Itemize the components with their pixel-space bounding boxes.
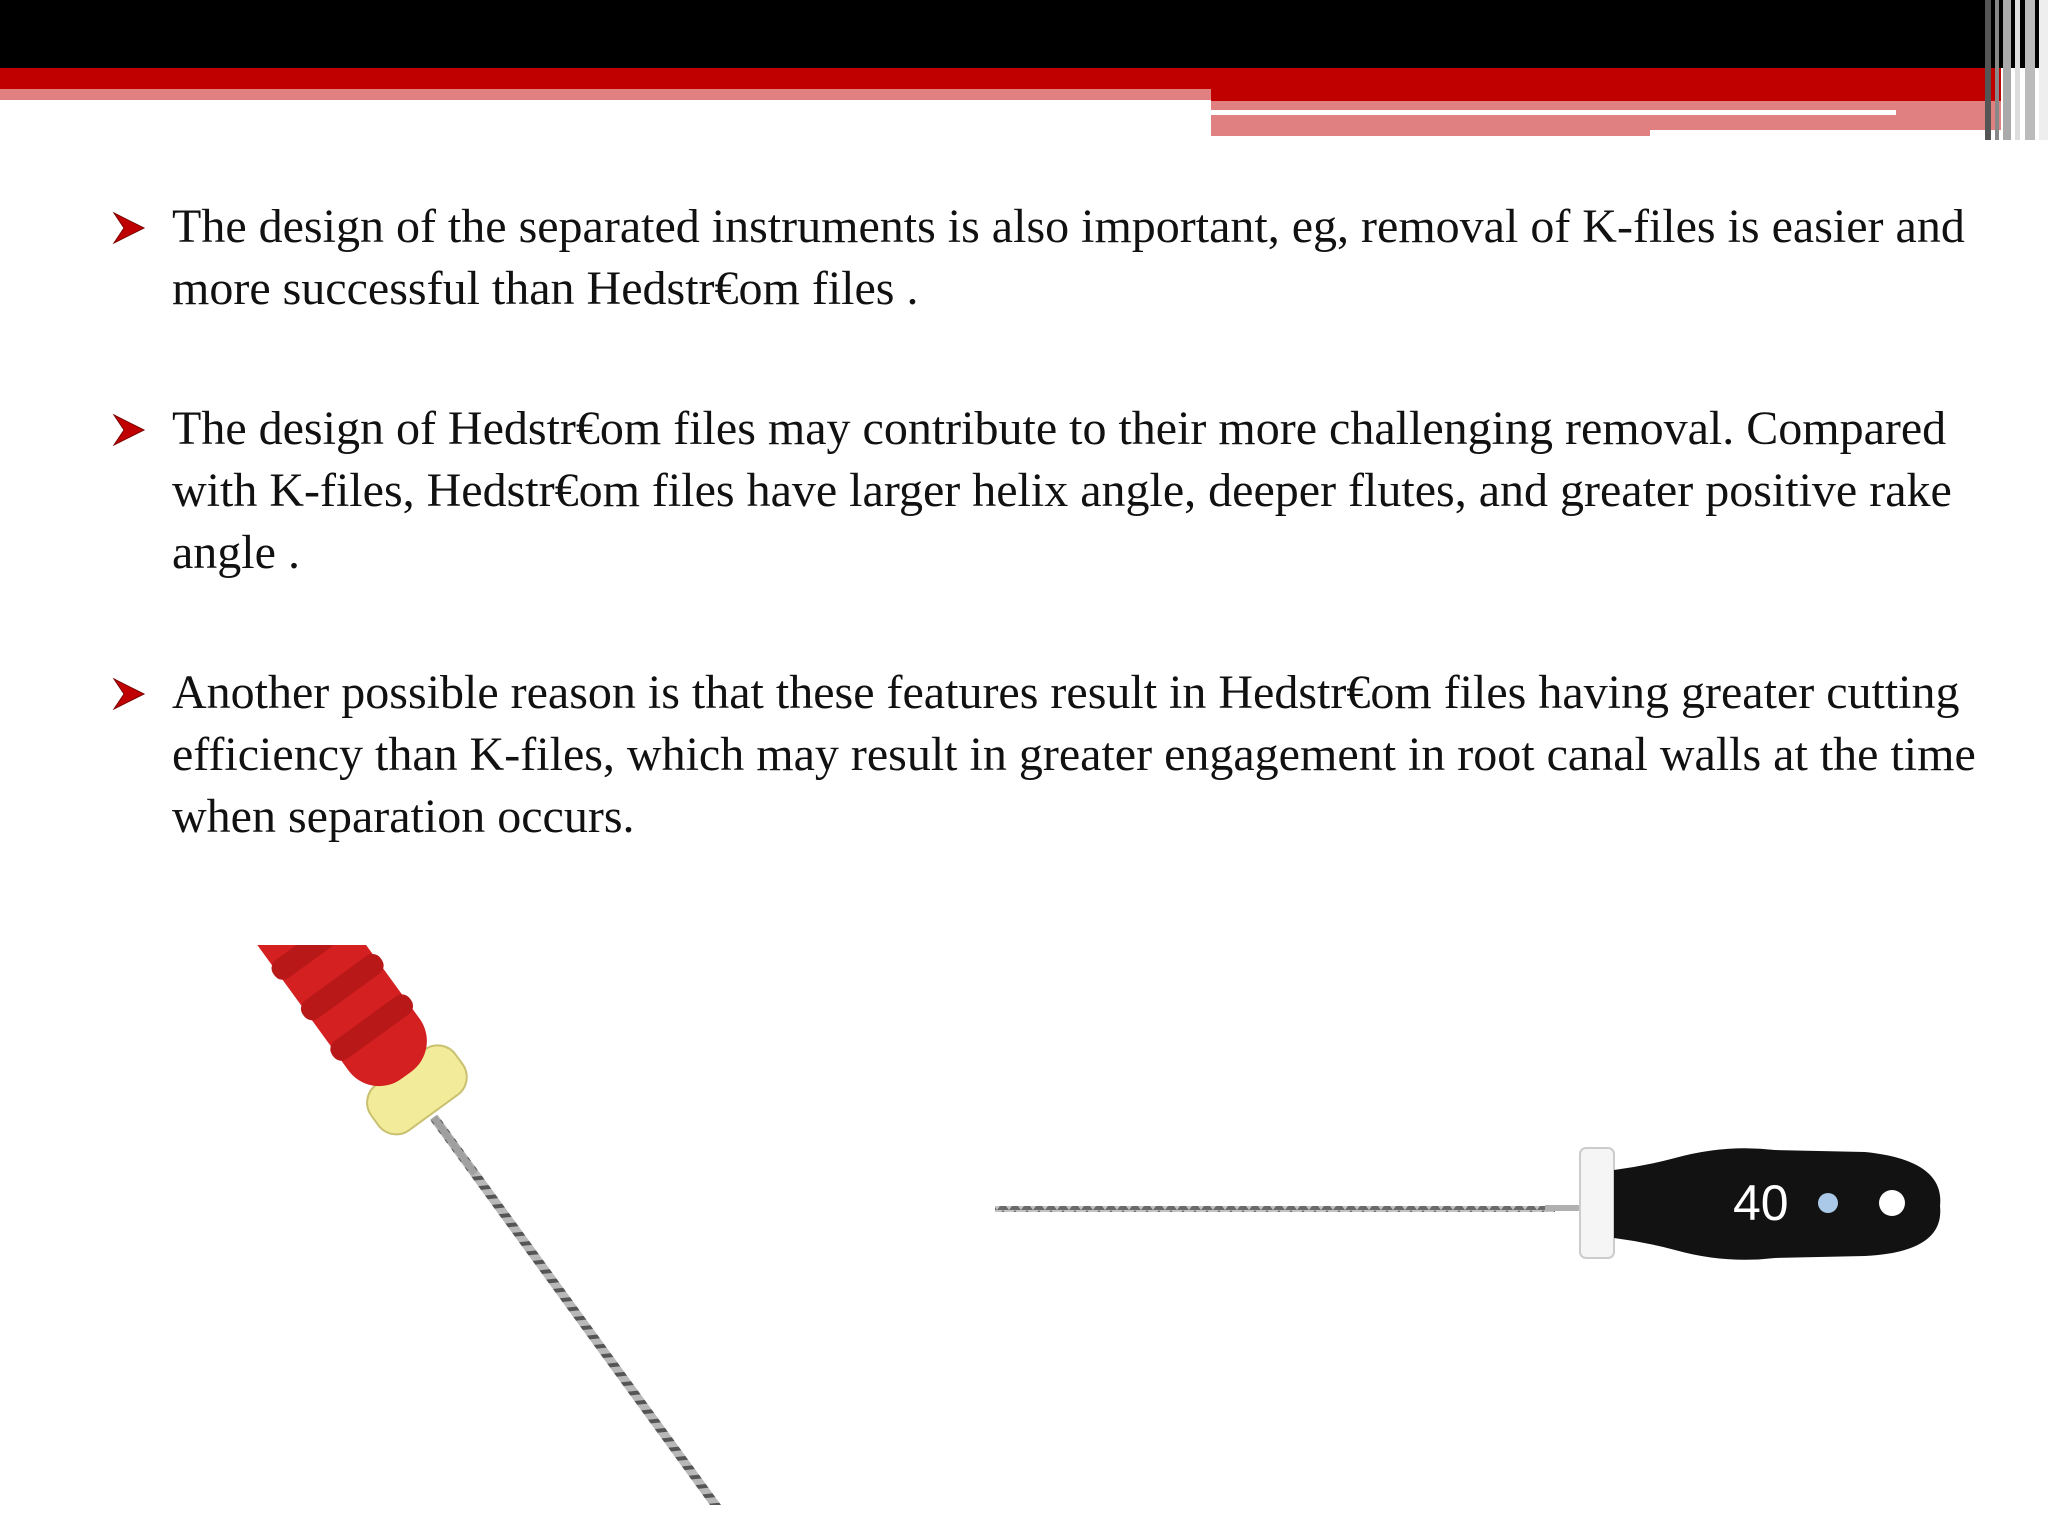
bullet-text: The design of the separated instruments is also important, eg, removal of K-files is easier and more successful than Hedstr€om files . xyxy=(172,200,1965,315)
header-white-line xyxy=(1211,110,1896,115)
arrowhead-bullet-icon xyxy=(112,413,146,447)
header-pink-band-left xyxy=(0,89,1211,100)
bullet-item xyxy=(112,662,1992,848)
slide-header-decoration xyxy=(0,0,2048,140)
arrowhead-bullet-icon xyxy=(112,211,146,245)
header-red-band-left xyxy=(0,68,1211,89)
k-file-handle-number: 25 xyxy=(256,1045,300,1090)
header-stripes xyxy=(1985,0,2048,140)
header-black-band xyxy=(0,0,2048,68)
h-file-image xyxy=(985,1130,1950,1270)
header-red-band-right xyxy=(1211,68,2001,101)
k-file-image xyxy=(180,945,860,1505)
bullet-text: Another possible reason is that these features result in Hedstr€om files having greater cutting efficiency than K-files, which may result in greater engagement in root canal walls at the time when separation occurs. xyxy=(172,666,1976,843)
arrowhead-bullet-icon xyxy=(112,677,146,711)
header-white-line-short xyxy=(1650,130,2001,136)
bullet-item xyxy=(112,196,1992,320)
h-file-handle-number: 40 xyxy=(1733,1175,1789,1231)
bullet-list xyxy=(112,196,1992,926)
bullet-item xyxy=(112,398,1992,584)
bullet-text: The design of Hedstr€om files may contribute to their more challenging removal. Compared with K-files, Hedstr€om files have larger helix angle, deeper flutes, and greater positive rake angle . xyxy=(172,402,1952,579)
